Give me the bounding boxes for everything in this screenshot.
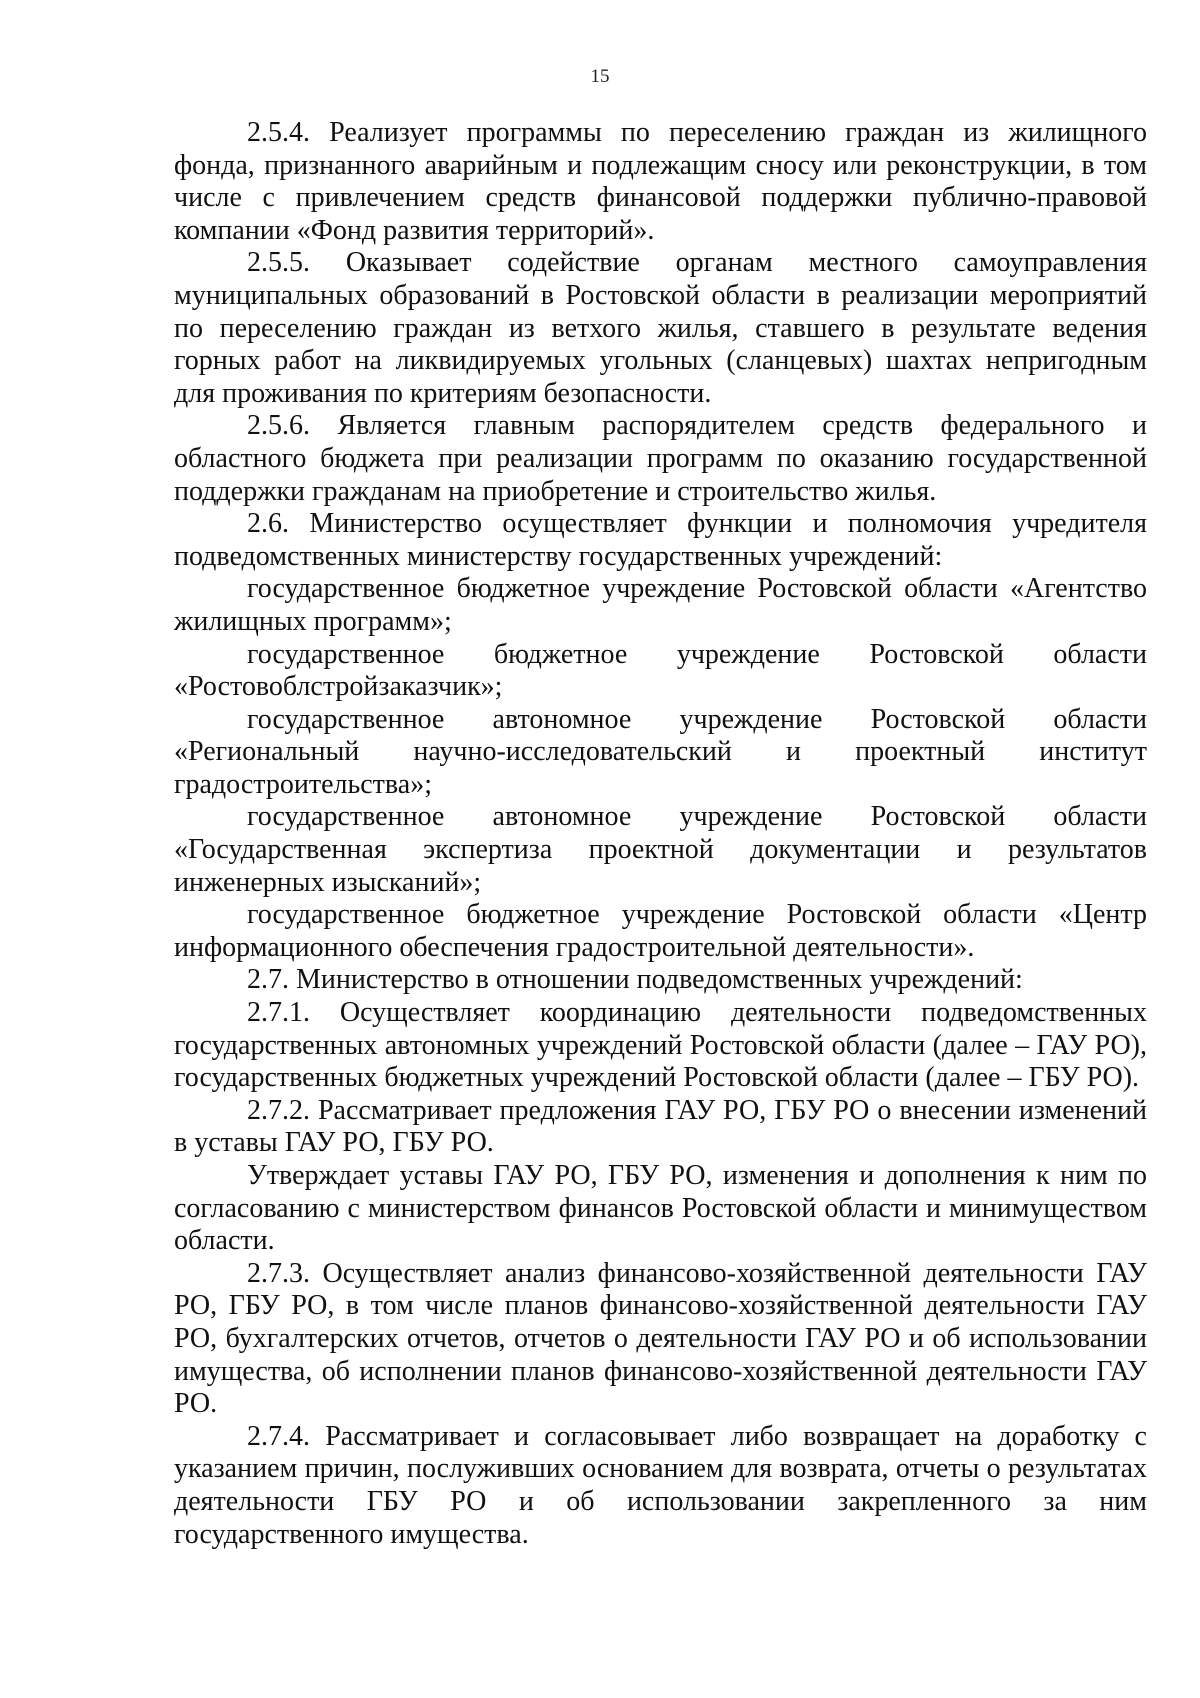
list-item-state-expertise: государственное автономное учреждение Ростовской области «Государственная экспертиза проектной документации и результатов инженерных изысканий»; [174, 801, 1147, 898]
paragraph-2-7: 2.7. Министерство в отношении подведомственных учреждений: [247, 964, 1023, 996]
list-item-agency-housing-programs: государственное бюджетное учреждение Ростовской области «Агентство жилищных программ»; [174, 573, 1147, 637]
list-item-urban-planning-institute: государственное автономное учреждение Ростовской области «Региональный научно-исследовательский и проектный институт градостроительства»; [174, 703, 1147, 800]
list-item-urban-planning-info-center: государственное бюджетное учреждение Ростовской области «Центр информационного обеспечения градостроительной деятельности». [174, 899, 1147, 963]
paragraph-2-7-2: 2.7.2. Рассматривает предложения ГАУ РО, ГБУ РО о внесении изменений в уставы ГАУ РО, ГБУ РО. [174, 1094, 1147, 1159]
page-number: 15 [590, 66, 610, 87]
paragraph-2-7-4: 2.7.4. Рассматривает и согласовывает либо возвращает на доработку с указанием причин, послуживших основанием для возврата, отчеты о результатах деятельности ГБУ РО и об использовании закрепленного за ним государственного имущества. [174, 1420, 1147, 1550]
paragraph-2-5-5: 2.5.5. Оказывает содействие органам местного самоуправления муниципальных образований в Ростовской области в реализации мероприятий по переселению граждан из ветхого жилья, ставшего в результате ведения горных работ на ликвидируемых угольных (сланцевых) шахтах непригодным для проживания по критериям безопасности. [174, 247, 1147, 409]
paragraph-2-5-4: 2.5.4. Реализует программы по переселению граждан из жилищного фонда, признанного аварийным и подлежащим сносу или реконструкции, в том числе с привлечением средств финансовой поддержки публично-правовой компании «Фонд развития территорий». [174, 117, 1147, 246]
paragraph-2-7-1: 2.7.1. Осуществляет координацию деятельности подведомственных государственных автономных учреждений Ростовской области (далее – ГАУ РО), государственных бюджетных учреждений Ростовской области (далее – ГБУ РО). [174, 997, 1147, 1094]
document-body [174, 117, 1147, 1551]
list-item-rostovoblstroyzakazchik: государственное бюджетное учреждение Ростовской области «Ростовоблстройзаказчик»; [174, 638, 1147, 703]
paragraph-2-6: 2.6. Министерство осуществляет функции и полномочия учредителя подведомственных министерству государственных учреждений: [174, 508, 1147, 572]
paragraph-statutes-approval: Утверждает уставы ГАУ РО, ГБУ РО, изменения и дополнения к ним по согласованию с министерством финансов Ростовской области и минимуществом области. [174, 1160, 1147, 1257]
paragraph-2-5-6: 2.5.6. Является главным распорядителем средств федерального и областного бюджета при реализации программ по оказанию государственной поддержки гражданам на приобретение и строительство жилья. [174, 410, 1147, 507]
paragraph-2-7-3: 2.7.3. Осуществляет анализ финансово-хозяйственной деятельности ГАУ РО, ГБУ РО, в том числе планов финансово-хозяйственной деятельности ГАУ РО, бухгалтерских отчетов, отчетов о деятельности ГАУ РО и об использовании имущества, об исполнении планов финансово-хозяйственной деятельности ГАУ РО. [174, 1257, 1147, 1420]
